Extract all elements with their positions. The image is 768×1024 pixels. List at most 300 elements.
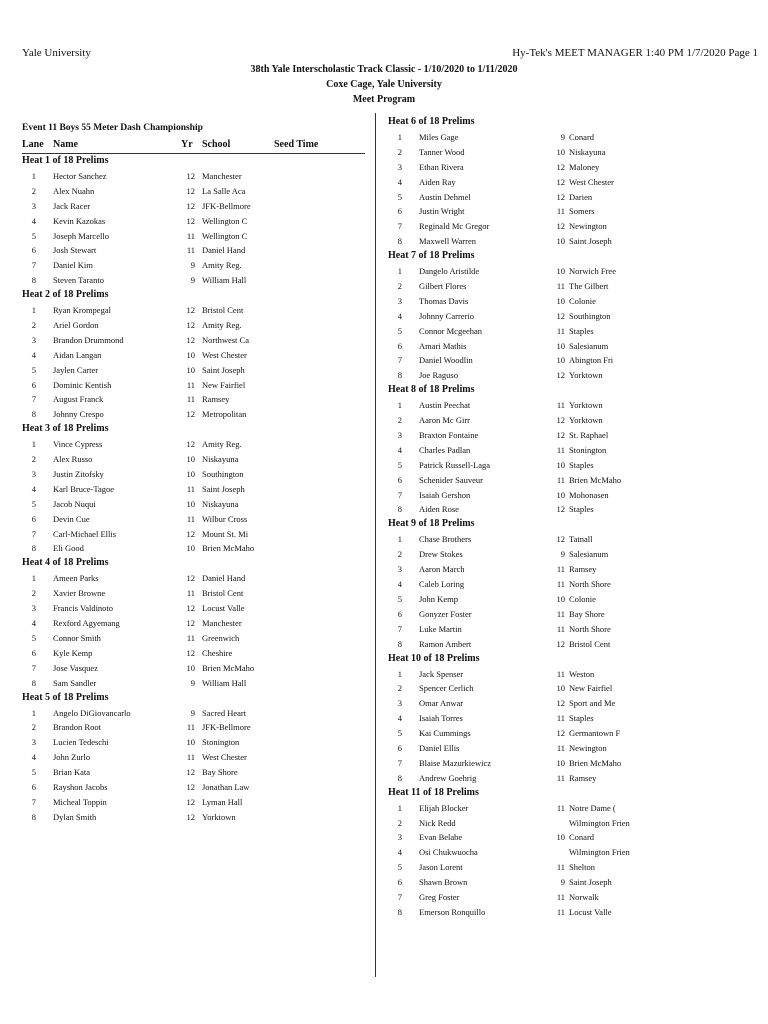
school-name: Daniel Hand bbox=[202, 573, 246, 584]
school-name: North Shore bbox=[569, 623, 611, 634]
athlete-name: Kai Cummings bbox=[419, 728, 471, 739]
entry-row bbox=[388, 577, 758, 592]
athlete-name: Aaron March bbox=[419, 564, 465, 575]
lane-number: 8 bbox=[397, 772, 402, 783]
athlete-name: Jack Spenser bbox=[419, 668, 464, 679]
column-header bbox=[22, 138, 365, 154]
athlete-name: Alex Nuahn bbox=[53, 185, 95, 196]
lane-number: 6 bbox=[397, 877, 402, 888]
school-name: William Hall bbox=[202, 275, 247, 286]
school-name: Wilmington Frien bbox=[569, 817, 630, 828]
lane-number: 7 bbox=[31, 796, 36, 807]
lane-number: 2 bbox=[31, 185, 36, 196]
heat-title: Heat 7 of 18 Prelims bbox=[388, 250, 475, 262]
athlete-name: Justin Wright bbox=[419, 206, 465, 217]
entry-row bbox=[22, 810, 367, 825]
school-name: Amity Reg. bbox=[202, 260, 242, 271]
entry-row bbox=[22, 497, 367, 512]
lane-number: 3 bbox=[31, 469, 36, 480]
lane-number: 5 bbox=[397, 459, 402, 470]
school-name: Yorktown bbox=[569, 370, 603, 381]
athlete-name: Brandon Drummond bbox=[53, 334, 124, 345]
athlete-name: Ryan Krompegal bbox=[53, 305, 111, 316]
athlete-year: 12 bbox=[186, 185, 195, 196]
entry-row bbox=[388, 130, 758, 145]
athlete-name: Gonyzer Foster bbox=[419, 608, 472, 619]
school-name: Wellington C bbox=[202, 215, 248, 226]
athlete-name: Ethan Rivera bbox=[419, 161, 464, 172]
event-title: Event 11 Boys 55 Meter Dash Championship bbox=[22, 123, 203, 133]
athlete-name: Austin Dehmel bbox=[419, 191, 471, 202]
athlete-year: 10 bbox=[556, 593, 565, 604]
entry-row bbox=[388, 622, 758, 637]
athlete-name: Nick Redd bbox=[419, 817, 456, 828]
entry-row bbox=[388, 413, 758, 428]
athlete-name: Jacob Nuqui bbox=[53, 498, 96, 509]
lane-number: 3 bbox=[397, 564, 402, 575]
lane-number: 4 bbox=[397, 579, 402, 590]
lane-number: 7 bbox=[397, 757, 402, 768]
entry-row bbox=[22, 467, 367, 482]
athlete-year: 10 bbox=[556, 757, 565, 768]
entry-row bbox=[22, 616, 367, 631]
entry-row bbox=[388, 145, 758, 160]
lane-number: 4 bbox=[397, 176, 402, 187]
athlete-year: 10 bbox=[556, 295, 565, 306]
athlete-year: 12 bbox=[186, 618, 195, 629]
school-name: Saint Joseph bbox=[569, 877, 612, 888]
athlete-name: Patrick Russell-Laga bbox=[419, 459, 491, 470]
athlete-name: Karl Bruce-Tagoe bbox=[53, 483, 114, 494]
lane-number: 3 bbox=[397, 832, 402, 843]
school-name: Ramsey bbox=[569, 564, 597, 575]
lane-number: 7 bbox=[397, 489, 402, 500]
athlete-name: Tanner Wood bbox=[419, 146, 465, 157]
entry-row bbox=[388, 294, 758, 309]
lane-number: 8 bbox=[31, 677, 36, 688]
entry-row bbox=[22, 229, 367, 244]
entry-row bbox=[388, 905, 758, 920]
school-name: West Chester bbox=[202, 752, 247, 763]
school-name: Northwest Ca bbox=[202, 334, 249, 345]
athlete-year: 12 bbox=[186, 603, 195, 614]
school-name: Daniel Hand bbox=[202, 245, 246, 256]
athlete-year: 12 bbox=[556, 698, 565, 709]
school-name: Yorktown bbox=[569, 415, 603, 426]
lane-number: 5 bbox=[397, 325, 402, 336]
school-name: Stonington bbox=[202, 737, 240, 748]
school-name: Weston bbox=[569, 668, 595, 679]
lane-number: 5 bbox=[31, 632, 36, 643]
athlete-year: 12 bbox=[556, 191, 565, 202]
entry-row bbox=[388, 279, 758, 294]
school-name: Tatnall bbox=[569, 534, 593, 545]
heat-title: Heat 9 of 18 Prelims bbox=[388, 518, 475, 530]
lane-number: 5 bbox=[31, 364, 36, 375]
entry-row bbox=[22, 586, 367, 601]
athlete-name: Isaiah Torres bbox=[419, 713, 463, 724]
athlete-name: Xavier Browne bbox=[53, 588, 106, 599]
lane-number: 1 bbox=[397, 132, 402, 142]
school-name: Newington bbox=[569, 221, 607, 232]
lane-number: 1 bbox=[31, 171, 36, 181]
school-name: Cheshire bbox=[202, 647, 233, 658]
athlete-year: 9 bbox=[190, 707, 195, 718]
col-name-header: Name bbox=[53, 139, 78, 150]
lane-number: 1 bbox=[31, 707, 36, 718]
athlete-year: 11 bbox=[186, 379, 195, 390]
lane-number: 8 bbox=[31, 275, 36, 286]
athlete-year: 12 bbox=[186, 409, 195, 420]
school-name: Bristol Cent bbox=[202, 588, 244, 599]
school-name: Staples bbox=[569, 459, 594, 470]
entry-row bbox=[388, 592, 758, 607]
school-name: William Hall bbox=[202, 677, 247, 688]
school-name: Ramsey bbox=[569, 772, 597, 783]
lane-number: 8 bbox=[397, 504, 402, 515]
entry-row bbox=[22, 735, 367, 750]
school-name: Bristol Cent bbox=[202, 305, 244, 316]
school-name: Stonington bbox=[569, 444, 607, 455]
athlete-name: Carl-Michael Ellis bbox=[53, 528, 117, 539]
entry-row bbox=[22, 750, 367, 765]
lane-number: 6 bbox=[397, 608, 402, 619]
athlete-name: Daniel Kim bbox=[53, 260, 93, 271]
athlete-year: 12 bbox=[186, 781, 195, 792]
entry-row bbox=[388, 860, 758, 875]
athlete-year: 10 bbox=[186, 737, 195, 748]
athlete-name: Drew Stokes bbox=[419, 549, 463, 560]
school-name: Metropolitan bbox=[202, 409, 247, 420]
lane-number: 1 bbox=[397, 534, 402, 545]
school-name: Ramsey bbox=[202, 394, 230, 405]
school-name: Staples bbox=[569, 713, 594, 724]
heat-title: Heat 10 of 18 Prelims bbox=[388, 652, 480, 664]
entry-row bbox=[22, 378, 367, 393]
athlete-name: Vince Cypress bbox=[53, 439, 103, 450]
athlete-year: 10 bbox=[556, 340, 565, 351]
athlete-name: Connor Mcgeehan bbox=[419, 325, 483, 336]
school-name: Abington Fri bbox=[569, 355, 614, 366]
heat-title: Heat 4 of 18 Prelims bbox=[22, 557, 109, 569]
col-lane-header: Lane bbox=[22, 139, 44, 150]
athlete-year: 11 bbox=[186, 588, 195, 599]
athlete-name: Daniel Ellis bbox=[419, 742, 460, 753]
athlete-name: Thomas Davis bbox=[419, 295, 469, 306]
school-name: Wellington C bbox=[202, 230, 248, 241]
school-name: Brien McMaho bbox=[569, 757, 622, 768]
athlete-year: 10 bbox=[556, 355, 565, 366]
athlete-name: Ameen Parks bbox=[53, 573, 99, 584]
lane-number: 2 bbox=[397, 146, 402, 157]
school-name: The Gilbert bbox=[569, 281, 609, 292]
entry-row bbox=[22, 527, 367, 542]
athlete-year: 12 bbox=[186, 767, 195, 778]
entry-row bbox=[388, 816, 758, 831]
athlete-name: Jose Vasquez bbox=[53, 662, 98, 673]
entry-row bbox=[22, 214, 367, 229]
school-name: Staples bbox=[569, 504, 594, 515]
lane-number: 7 bbox=[397, 623, 402, 634]
lane-number: 1 bbox=[397, 802, 402, 813]
heat-title: Heat 8 of 18 Prelims bbox=[388, 384, 475, 396]
school-name: New Fairfiel bbox=[569, 683, 613, 694]
lane-number: 6 bbox=[31, 513, 36, 524]
athlete-name: Justin Zitofsky bbox=[53, 469, 104, 480]
entry-row bbox=[22, 482, 367, 497]
athlete-year: 12 bbox=[556, 161, 565, 172]
lane-number: 6 bbox=[397, 206, 402, 217]
school-name: Maloney bbox=[569, 161, 600, 172]
lane-number: 3 bbox=[397, 161, 402, 172]
athlete-name: Hector Sanchez bbox=[53, 171, 107, 181]
entry-row bbox=[22, 407, 367, 422]
entry-row bbox=[22, 571, 367, 586]
athlete-year: 11 bbox=[186, 722, 195, 733]
lane-number: 4 bbox=[31, 752, 36, 763]
athlete-year: 10 bbox=[186, 543, 195, 554]
lane-number: 5 bbox=[397, 728, 402, 739]
school-name: Salesianum bbox=[569, 549, 609, 560]
athlete-year: 9 bbox=[190, 275, 195, 286]
entry-row bbox=[22, 199, 367, 214]
athlete-name: Johnny Crespo bbox=[53, 409, 104, 420]
entry-row bbox=[22, 706, 367, 721]
entry-row bbox=[388, 219, 758, 234]
athlete-year: 10 bbox=[556, 832, 565, 843]
school-name: Sacred Heart bbox=[202, 707, 247, 718]
entry-row bbox=[388, 801, 758, 816]
lane-number: 7 bbox=[31, 394, 36, 405]
entry-row bbox=[22, 243, 367, 258]
athlete-name: Dylan Smith bbox=[53, 811, 97, 822]
meet-titles bbox=[0, 62, 768, 107]
header-institution: Yale University bbox=[22, 47, 91, 59]
entry-row bbox=[388, 309, 758, 324]
athlete-year: 11 bbox=[556, 564, 565, 575]
athlete-year: 11 bbox=[556, 802, 565, 813]
entry-row bbox=[22, 601, 367, 616]
lane-number: 2 bbox=[31, 588, 36, 599]
entry-row bbox=[388, 473, 758, 488]
athlete-year: 9 bbox=[560, 132, 565, 142]
athlete-name: Greg Foster bbox=[419, 891, 460, 902]
meet-title: 38th Yale Interscholastic Track Classic - 1/10/2020 to 1/11/2020 bbox=[250, 64, 518, 75]
lane-number: 7 bbox=[31, 662, 36, 673]
lane-number: 2 bbox=[397, 281, 402, 292]
school-name: Amity Reg. bbox=[202, 439, 242, 450]
entry-row bbox=[22, 363, 367, 378]
athlete-name: Shawn Brown bbox=[419, 877, 468, 888]
athlete-year: 12 bbox=[556, 176, 565, 187]
entry-row bbox=[388, 756, 758, 771]
entry-row bbox=[388, 607, 758, 622]
lane-number: 8 bbox=[397, 906, 402, 917]
athlete-name: Josh Stewart bbox=[53, 245, 97, 256]
school-name: Norwich Free bbox=[569, 266, 616, 277]
athlete-name: Jack Racer bbox=[53, 200, 91, 211]
athlete-year: 9 bbox=[190, 677, 195, 688]
entry-row bbox=[22, 258, 367, 273]
entry-row bbox=[22, 541, 367, 556]
lane-number: 2 bbox=[31, 320, 36, 331]
athlete-name: Dangelo Aristilde bbox=[419, 266, 480, 277]
athlete-year: 12 bbox=[556, 221, 565, 232]
school-name: Notre Dame ( bbox=[569, 802, 616, 813]
athlete-year: 11 bbox=[186, 245, 195, 256]
entry-row bbox=[22, 661, 367, 676]
lane-number: 7 bbox=[31, 528, 36, 539]
athlete-year: 11 bbox=[556, 891, 565, 902]
school-name: Yorktown bbox=[569, 400, 603, 411]
heat-title: Heat 1 of 18 Prelims bbox=[22, 155, 109, 166]
athlete-year: 10 bbox=[186, 349, 195, 360]
athlete-name: Aiden Rose bbox=[419, 504, 459, 515]
entry-row bbox=[22, 169, 367, 184]
school-name: JFK-Bellmore bbox=[202, 200, 251, 211]
athlete-year: 11 bbox=[556, 474, 565, 485]
lane-number: 8 bbox=[31, 543, 36, 554]
athlete-name: Connor Smith bbox=[53, 632, 101, 643]
athlete-year: 9 bbox=[560, 549, 565, 560]
lane-number: 4 bbox=[31, 483, 36, 494]
school-name: Colonie bbox=[569, 295, 596, 306]
athlete-year: 12 bbox=[556, 430, 565, 441]
athlete-year: 12 bbox=[186, 200, 195, 211]
school-name: Conard bbox=[569, 132, 595, 142]
school-name: Yorktown bbox=[202, 811, 236, 822]
entry-row bbox=[22, 303, 367, 318]
entry-row bbox=[388, 428, 758, 443]
athlete-year: 12 bbox=[556, 638, 565, 649]
lane-number: 2 bbox=[397, 683, 402, 694]
entry-row bbox=[22, 348, 367, 363]
athlete-year: 11 bbox=[556, 444, 565, 455]
lane-number: 6 bbox=[397, 474, 402, 485]
school-name: Locust Valle bbox=[569, 906, 612, 917]
entry-row bbox=[22, 452, 367, 467]
entry-row bbox=[22, 333, 367, 348]
school-name: Norwalk bbox=[569, 891, 599, 902]
athlete-year: 12 bbox=[556, 310, 565, 321]
col-school-header: School bbox=[202, 139, 231, 150]
entry-row bbox=[22, 795, 367, 810]
school-name: Germantown F bbox=[569, 728, 621, 739]
entry-row bbox=[388, 637, 758, 652]
lane-number: 3 bbox=[31, 737, 36, 748]
lane-number: 5 bbox=[397, 862, 402, 873]
athlete-name: Kevin Kazokas bbox=[53, 215, 106, 226]
lane-number: 6 bbox=[397, 340, 402, 351]
entry-row bbox=[22, 392, 367, 407]
entry-row bbox=[388, 488, 758, 503]
entry-row bbox=[388, 398, 758, 413]
athlete-name: Sam Sandler bbox=[53, 677, 97, 688]
lane-number: 3 bbox=[31, 200, 36, 211]
lane-number: 4 bbox=[397, 310, 402, 321]
athlete-name: Luke Martin bbox=[419, 623, 462, 634]
athlete-year: 10 bbox=[186, 454, 195, 465]
meet-program-label: Meet Program bbox=[352, 94, 416, 105]
lane-number: 4 bbox=[31, 618, 36, 629]
athlete-year: 11 bbox=[556, 325, 565, 336]
athlete-name: Aaron Mc Girr bbox=[419, 415, 470, 426]
lane-number: 5 bbox=[397, 191, 402, 202]
athlete-year: 11 bbox=[556, 206, 565, 217]
lane-number: 8 bbox=[31, 409, 36, 420]
entry-row bbox=[22, 273, 367, 288]
athlete-name: Reginald Mc Gregor bbox=[419, 221, 490, 232]
school-name: Greenwich bbox=[202, 632, 240, 643]
lane-number: 7 bbox=[31, 260, 36, 271]
left-heat-list bbox=[22, 154, 367, 825]
school-name: Bay Shore bbox=[569, 608, 605, 619]
athlete-year: 11 bbox=[556, 400, 565, 411]
athlete-name: Brandon Root bbox=[53, 722, 101, 733]
lane-number: 2 bbox=[31, 454, 36, 465]
athlete-year: 12 bbox=[186, 171, 195, 181]
lane-number: 1 bbox=[31, 439, 36, 450]
lane-number: 3 bbox=[31, 603, 36, 614]
school-name: Brien McMaho bbox=[202, 662, 255, 673]
school-name: Brien McMaho bbox=[569, 474, 622, 485]
school-name: Manchester bbox=[202, 618, 242, 629]
entry-row bbox=[388, 353, 758, 368]
school-name: Locust Valle bbox=[202, 603, 245, 614]
athlete-year: 11 bbox=[186, 513, 195, 524]
entry-row bbox=[388, 875, 758, 890]
athlete-name: Alex Russo bbox=[53, 454, 93, 465]
athlete-name: Aidan Langan bbox=[53, 349, 102, 360]
lane-number: 2 bbox=[31, 722, 36, 733]
entry-row bbox=[22, 780, 367, 795]
athlete-year: 12 bbox=[186, 811, 195, 822]
header-software-info: Hy-Tek's MEET MANAGER 1:40 PM 1/7/2020 Page 1 bbox=[512, 47, 758, 59]
lane-number: 1 bbox=[397, 668, 402, 679]
athlete-year: 12 bbox=[556, 534, 565, 545]
athlete-year: 10 bbox=[556, 489, 565, 500]
athlete-year: 11 bbox=[186, 752, 195, 763]
entry-row bbox=[388, 830, 758, 845]
entry-row bbox=[388, 741, 758, 756]
school-name: Niskayuna bbox=[569, 146, 606, 157]
athlete-name: Maxwell Warren bbox=[419, 236, 476, 247]
athlete-name: Evan Belabe bbox=[419, 832, 463, 843]
lane-number: 8 bbox=[31, 811, 36, 822]
athlete-year: 12 bbox=[186, 215, 195, 226]
entry-row bbox=[388, 458, 758, 473]
school-name: Saint Joseph bbox=[202, 364, 245, 375]
athlete-name: Gilbert Flores bbox=[419, 281, 467, 292]
school-name: Sport and Me bbox=[569, 698, 616, 709]
lane-number: 4 bbox=[397, 444, 402, 455]
entry-row bbox=[22, 437, 367, 452]
athlete-year: 12 bbox=[556, 370, 565, 381]
athlete-name: Osi Chukwuocha bbox=[419, 847, 478, 858]
right-column bbox=[388, 115, 758, 920]
athlete-name: Spencer Cerlich bbox=[419, 683, 474, 694]
athlete-year: 11 bbox=[556, 713, 565, 724]
lane-number: 6 bbox=[31, 245, 36, 256]
heat-title: Heat 11 of 18 Prelims bbox=[388, 786, 479, 798]
athlete-name: Ariel Gordon bbox=[53, 320, 99, 331]
athlete-name: Omar Anwar bbox=[419, 698, 464, 709]
school-name: St. Raphael bbox=[569, 430, 609, 441]
athlete-name: Ramon Ambert bbox=[419, 638, 472, 649]
entry-row bbox=[22, 720, 367, 735]
athlete-name: Johnny Carrerio bbox=[419, 310, 475, 321]
school-name: Conard bbox=[569, 832, 595, 843]
